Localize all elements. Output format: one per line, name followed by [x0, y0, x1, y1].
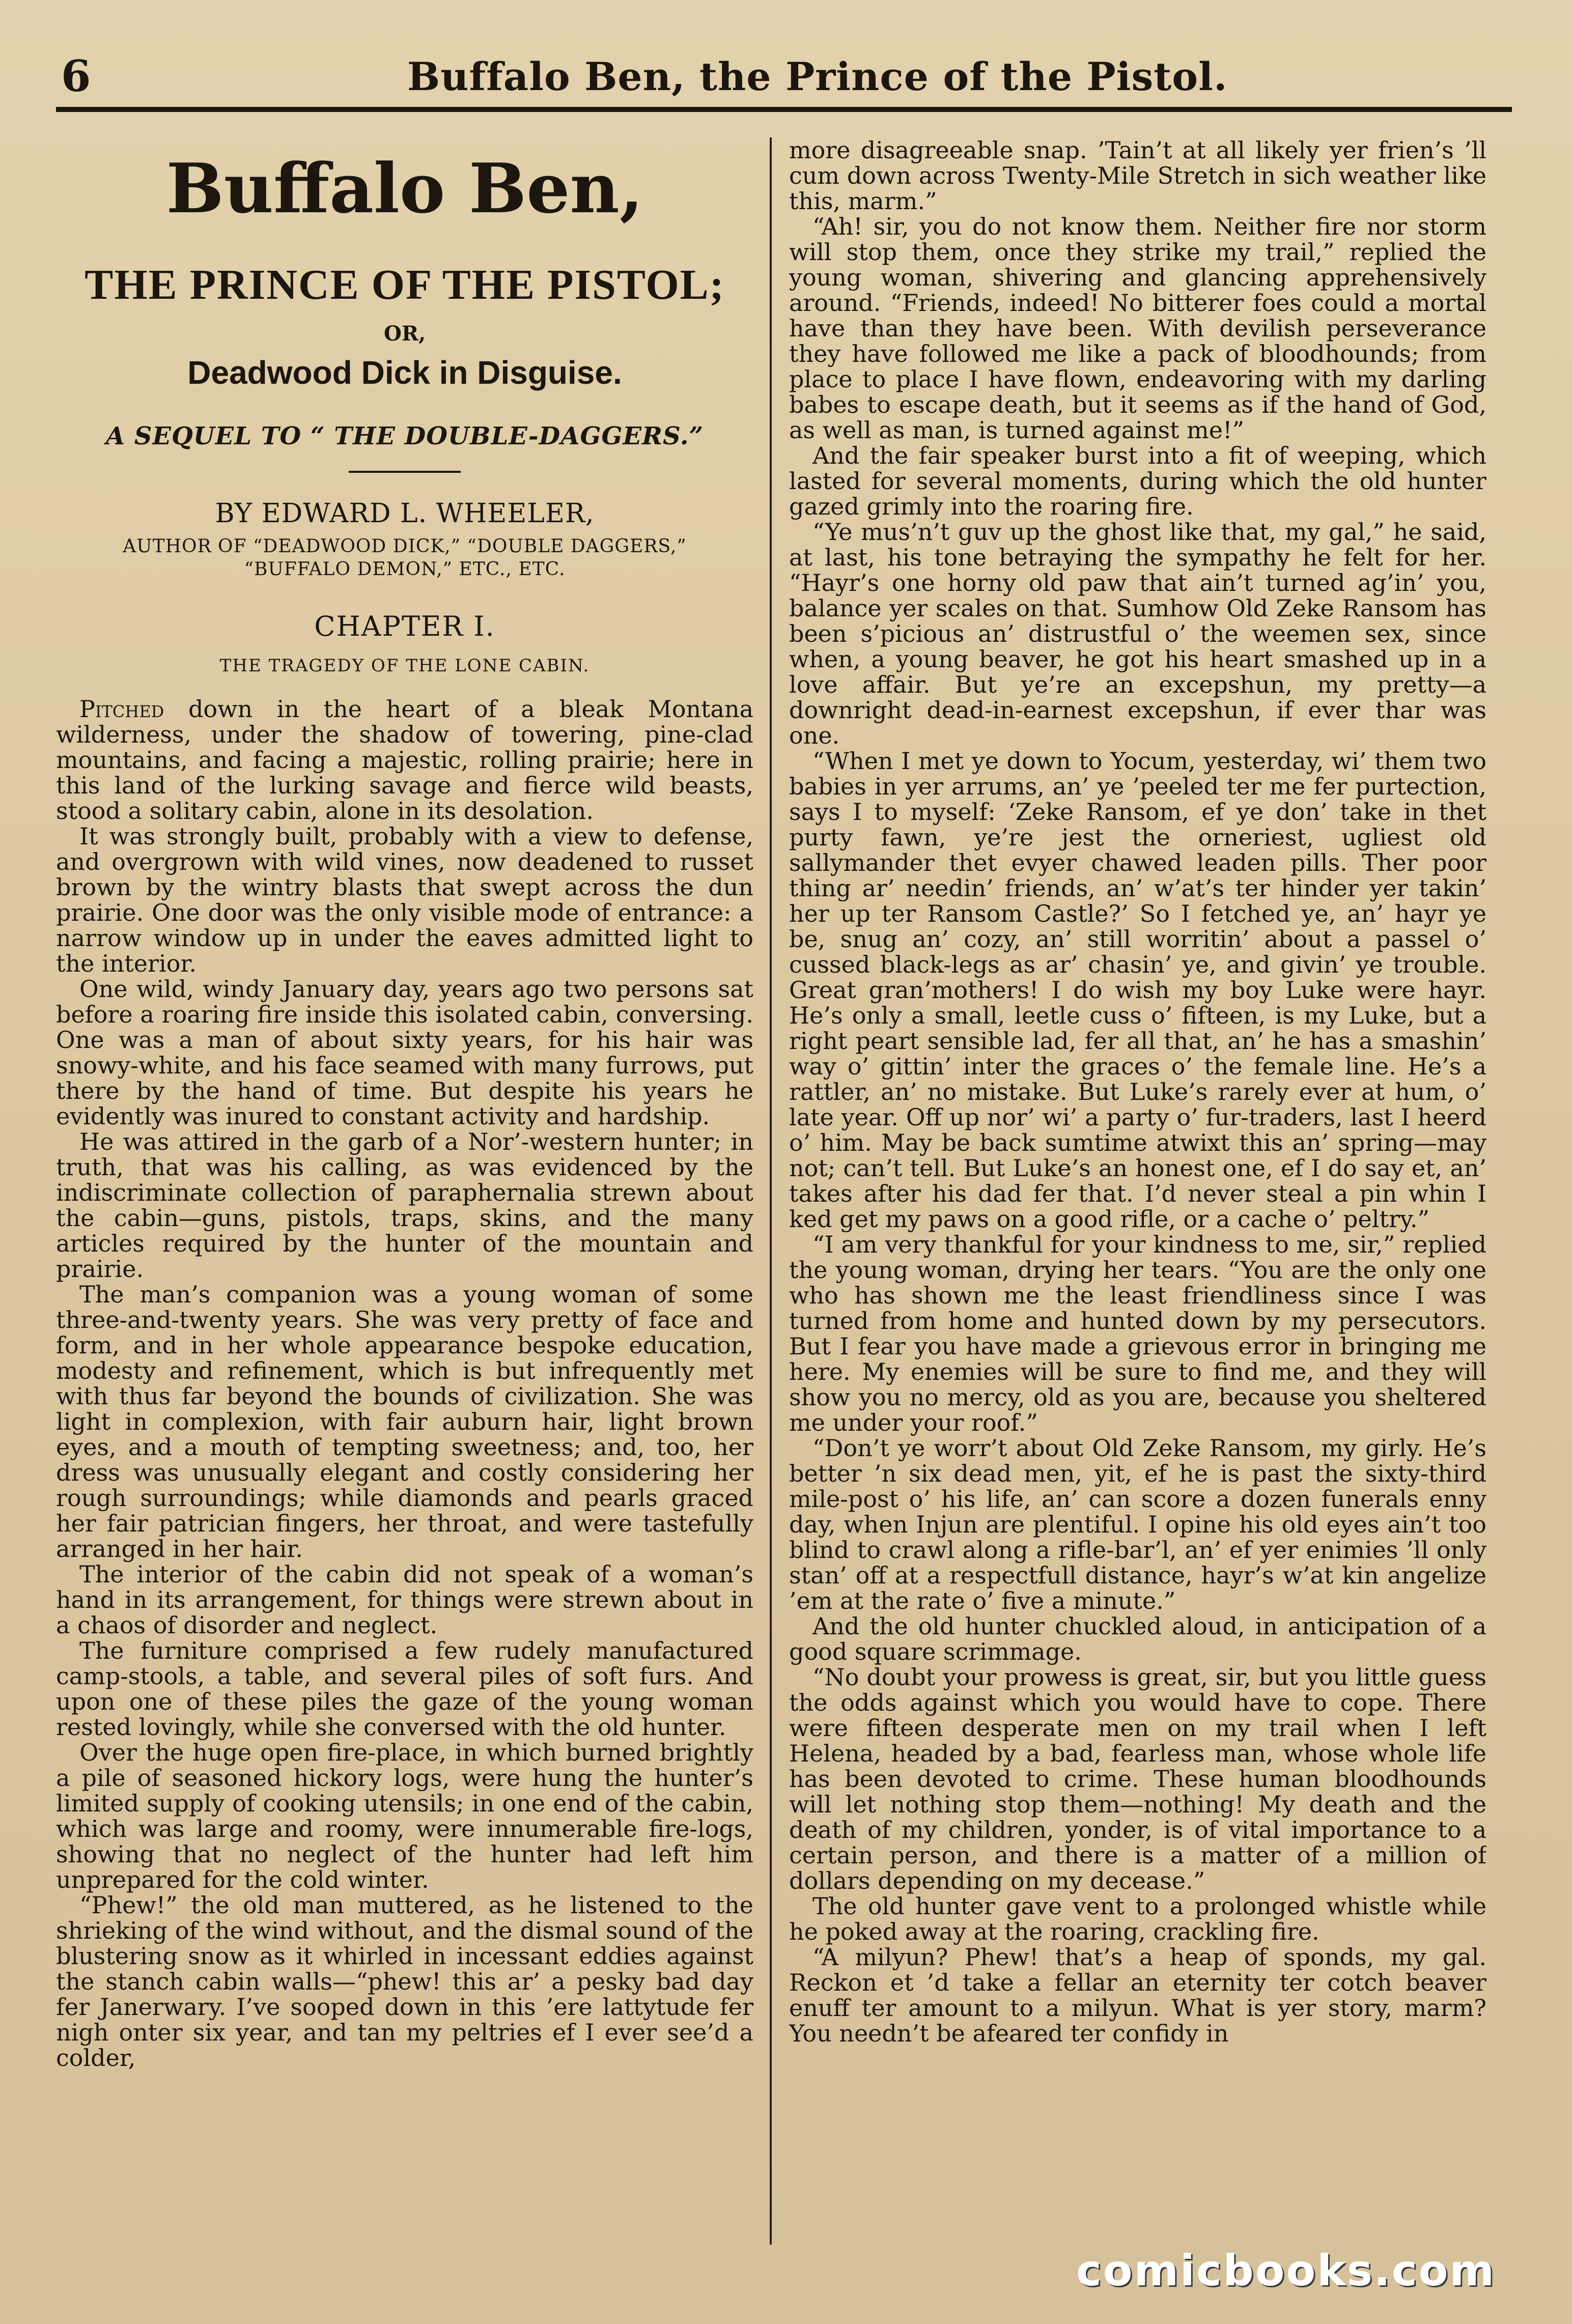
paragraph: “Don’t ye worr’t about Old Zeke Ransom, my girly. He’s better ’n six dead men, yit, ef he is past the sixty-third mile-post o’ his life, an’ can score a dozen funerals enny day, when Injun are plentiful. I opine his old eyes ain’t too blind to crawl along a rifle-bar’l, an’ ef yer enimies ’ll only stan’ off at a respectfull distance, hayr’s w’at kin angelize ’em at the rate o’ five a minute.”	[789, 1434, 1486, 1614]
paragraph-text: down in the heart of a bleak Montana wilderness, under the shadow of towering, pine-clad mountains, and facing a majestic, rolling prairie; here in this land of the lurking savage and fierce wild beasts, stood a solitary cabin, alone in its desolation.	[56, 695, 753, 825]
paragraph: The man’s companion was a young woman of some three-and-twenty years. She was very pretty of face and form, and in her whole appearance bespoke education, modesty and refinement, which is but infrequently met with thus far beyond the bounds of civilization. She was light in complexion, with fair auburn hair, light brown eyes, and a mouth of tempting sweetness; and, too, her dress was unusually elegant and costly considering her rough surroundings; while diamonds and pearls graced her fair patrician fingers, her throat, and were tastefully arranged in her hair.	[56, 1280, 753, 1563]
chapter-heading: CHAPTER I.	[314, 610, 495, 642]
paragraph: And the fair speaker burst into a fit of weeping, which lasted for several moments, during which the old hunter gazed grimly into the roaring fire.	[789, 442, 1486, 520]
drop-lead-word: Pitched	[79, 695, 164, 723]
paragraph	[56, 696, 753, 824]
story-title: Buffalo Ben,	[166, 148, 643, 229]
paragraph: “When I met ye down to Yocum, yesterday, wi’ them two babies in yer arrums, an’ ye ’peeled ter me fer purtection, says I to myself: ‘Zeke Ransom, ef ye don’ take in thet purty fawn, ye’re jest the orneriest, ugliest old sallymander thet evyer chawed leaden pills. Ther poor thing ar’ needin’ friends, an’ w’at’s ter hinder yer takin’ her up ter Ransom Castle?’ So I fetched ye, an’ hayr ye be, snug an’ cozy, an’ still worritin’ about a passel o’ cussed black-legs as ar’ chasin’ ye, and givin’ ye trouble. Great gran’mothers! I do wish my boy Luke were hayr. He’s only a small, leetle cuss o’ fifteen, is my Luke, but a right peart sensible lad, fer all that, an’ he has a smashin’ way o’ gittin’ inter the graces o’ the female line. He’s a rattler, an’ no mistake. But Luke’s rarely ever at hum, o’ late year. Off up nor’ wi’ a party o’ fur-traders, last I heerd o’ him. May be back sumtime atwixt this an’ spring—may not; can’t tell. But Luke’s an honest one, ef I do say et, an’ takes after his dad fer that. I’d never steal a pin whin I ked get my paws on a good rifle, or a cache o’ peltry.”	[789, 747, 1486, 1233]
story-sequel: A SEQUEL TO “ THE DOUBLE-DAGGERS.”	[105, 421, 704, 450]
title-divider	[349, 471, 461, 473]
paragraph: He was attired in the garb of a Nor’-western hunter; in truth, that was his calling, as was evidenced by the indiscriminate collection of paraphernalia strewn about the cabin—guns, pistols, traps, skins, and the many articles required by the hunter of the mountain and prairie.	[56, 1127, 753, 1283]
paragraph: Over the huge open fire-place, in which burned brightly a pile of seasoned hickory logs, were hung the hunter’s limited supply of cooking utensils; in one end of the cabin, which was large and roomy, were innumerable fire-logs, showing that no neglect of the hunter had left him unprepared for the cold winter.	[56, 1738, 753, 1893]
byline: BY EDWARD L. WHEELER,	[215, 498, 595, 529]
paragraph: And the old hunter chuckled aloud, in anticipation of a good square scrimmage.	[789, 1612, 1486, 1665]
paragraph: “A milyun? Phew! that’s a heap of sponds, my gal. Reckon et ’d take a fellar an eternity ter cotch beaver enuff ter amount to a milyun. What is yer story, marm? You needn’t be afeared ter confidy in	[789, 1943, 1486, 2047]
left-column	[56, 137, 753, 2245]
story-or: OR,	[383, 321, 426, 346]
page-header	[56, 41, 1512, 117]
story-subtitle: THE PRINCE OF THE PISTOL;	[85, 261, 725, 308]
paragraph: “Phew!” the old man muttered, as he listened to the shrieking of the wind without, and the dismal sound of the blustering snow as it whirled in incessant eddies against the stanch cabin walls—“phew! this ar’ a pesky bad day fer Janerwary. I’ve sooped down in this ’ere lattytude fer nigh onter six year, and tan my peltries ef I ever see’d a colder,	[56, 1891, 753, 2072]
paragraph: One wild, windy January day, years ago two persons sat before a roaring fire inside this isolated cabin, conversing. One was a man of about sixty years, for his hair was snowy-white, and his face seamed with many furrows, put there by the hand of time. But despite his years he evidently was inured to constant activity and hardship.	[56, 975, 753, 1130]
paragraph: The old hunter gave vent to a prolonged whistle while he poked away at the roaring, crackling fire.	[789, 1892, 1486, 1945]
paragraph: “No doubt your prowess is great, sir, but you little guess the odds against which you would have to cope. There were fifteen desperate men on my trail when I left Helena, headed by a bad, fearless man, whose whole life has been devoted to crime. These human bloodhounds will let nothing stop them—nothing! My death and the death of my children, yonder, is of vital importance to a certain person, and there is a matter of a million of dollars depending on my decease.”	[789, 1663, 1486, 1894]
paragraph: “Ye mus’n’t guv up the ghost like that, my gal,” he said, at last, his tone betraying the sympathy he felt for her. “Hayr’s one horny old paw that ain’t turned ag’in’ you, balance yer scales on that. Sumhow Old Zeke Ransom has been s’picious an’ distrustful o’ the weemen sex, since when, a young beaver, he got his heart smashed up in a love affair. But ye’re an excepshun, my pretty—a downright dead-in-earnest excepshun, if ever thar was one.	[789, 518, 1486, 749]
paragraph: The interior of the cabin did not speak of a woman’s hand in its arrangement, for things were strewn about in a chaos of disorder and neglect.	[56, 1560, 753, 1639]
author-credits: AUTHOR OF “DEADWOOD DICK,” “DOUBLE DAGGERS,”	[123, 535, 687, 557]
running-title: Buffalo Ben, the Prince of the Pistol.	[407, 54, 1228, 99]
site-watermark: comicbooks.com	[1076, 2246, 1496, 2295]
story-alt-title: Deadwood Dick in Disguise.	[187, 354, 622, 391]
paragraph: “Ah! sir, you do not know them. Neither fire nor storm will stop them, once they strike my trail,” replied the young woman, shivering and glancing apprehensively around. “Friends, indeed! No bitterer foes could a mortal have than they have been. With devilish perseverance they have followed me like a pack of bloodhounds; from place to place I have flown, endeavoring with my darling babes to escape death, but it seems as if the hand of God, as well as man, is turned against me!”	[789, 213, 1486, 444]
author-credits-continued: “BUFFALO DEMON,” ETC., ETC.	[244, 558, 566, 580]
paragraph: It was strongly built, probably with a view to defense, and overgrown with wild vines, now deadened to russet brown by the wintry blasts that swept across the dun prairie. One door was the only visible mode of entrance: a narrow window up in under the eaves admitted light to the interior.	[56, 822, 753, 977]
chapter-title: THE TRAGEDY OF THE LONE CABIN.	[219, 655, 590, 676]
right-column	[789, 137, 1486, 2245]
paragraph: more disagreeable snap. ’Tain’t at all likely yer frien’s ’ll cum down across Twenty-Mile Stretch in sich weather like this, marm.”	[789, 137, 1486, 215]
column-divider	[770, 137, 772, 2245]
header-rule	[56, 107, 1512, 112]
page-number: 6	[61, 51, 91, 101]
paragraph: The furniture comprised a few rudely manufactured camp-stools, a table, and several piles of soft furs. And upon one of these piles the gaze of the young woman rested lovingly, while she conversed with the old hunter.	[56, 1636, 753, 1741]
paragraph: “I am very thankful for your kindness to me, sir,” replied the young woman, drying her tears. “You are the only one who has shown me the least friendliness since I was turned from home and hunted down by my persecutors. But I fear you have made a grievous error in bringing me here. My enemies will be sure to find me, and they will show you no mercy, old as you are, because you sheltered me under your roof.”	[789, 1231, 1486, 1436]
